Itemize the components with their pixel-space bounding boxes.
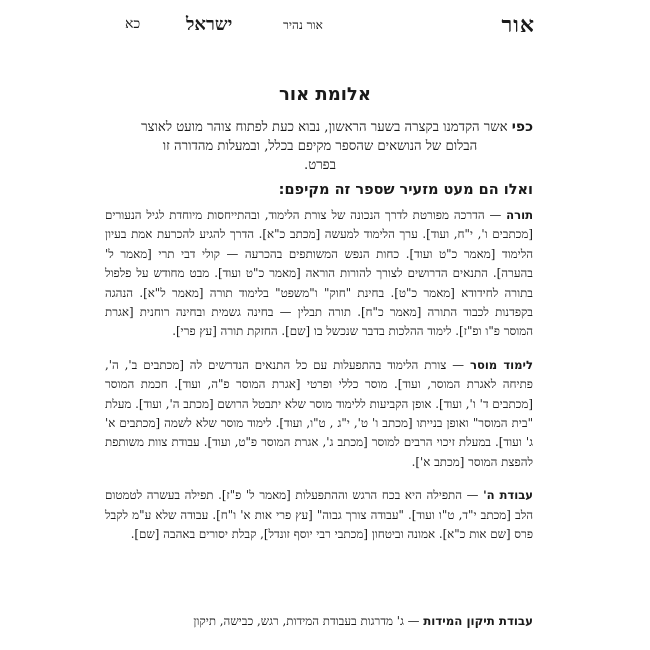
paragraph-term: עבודת תיקון המידות [423, 614, 533, 628]
paragraph-term: תורה [506, 208, 533, 222]
paragraph-text: — ג' מדרגות בעבודת המידות, רגש, כבישה, תיקון [193, 614, 424, 628]
header-book-title: אור נהיר [283, 18, 323, 32]
paragraph-torah [105, 206, 533, 342]
page-number: כא [125, 16, 141, 32]
intro-line-2: הבלום של הנושאים שהספר מקיפם בכלל, ובמעלות מהדורה זו בפרט. [162, 139, 478, 173]
paragraph-term: עבודת ה' [483, 488, 534, 503]
body-text [105, 206, 533, 559]
paragraph-text: — התפילה היא בכח הרגש וההתפעלות [מאמר ל' פ"ז]. תפילה בעשרה לטמטום הלב [מכתב י"ד, ט"ו ועוד]. "עבודה צורך גבוה" [עץ פרי אות א' ו"ח]. עבודה שלא ע"מ לקבל פרס [שם אות כ"א]. אמונה וביטחון [מכתבי רבי יוסף זונדל], קבלת יסורים באהבה [שם]. [105, 488, 533, 542]
header-word-or: אור [501, 12, 535, 38]
paragraph-text: — צורת הלימוד בהתפעלות עם כל התנאים הנדרשים לה [מכתבים ב', ה', פתיחה לאגרת המוסר, ועוד]. מוסר כללי ופרטי [אגרת המוסר פ"ה, ועוד]. חכמת המוסר [מכתבים ד' ו', ועוד]. אופן הקביעות ללימוד מוסר שלא יתבטל הרושם [מכתב ה', ועוד]. מעלת "בית המוסר" ואופן בנייתו [מכתב ו' ט', י"ג , ט"ו, ועוד]. לימוד מוסר שלא לשמה [מכתבים א' ג' ועוד]. במעלת זיכוי הרבים למוסר [מכתב ג', אגרת המוסר פ"ט, ועוד]. עבודת צוות משותפת להפצת המוסר [מכתב א']. [105, 357, 533, 469]
intro-line-1 [105, 118, 533, 137]
paragraph-text: — הדרכה מפורטת לדרך הנכונה של צורת הלימוד, ובהתייחסות מיוחדת לגיל הנעורים [מכתבים ו', י"ח, ועוד]. ערך הלימוד למעשה [מכתב כ"א]. הדרך להגיע להכרעת אמת בעיון הלימוד [מאמר כ"ט ועוד]. כחות הנפש המשותפים בהכרעה — קולי דבי תרי [מאמר ל' בהערה]. התנאים הדרושים לצורך להורות הוראה [מאמר כ"ט ועוד]. מבט מחודש על פלפול בתורה לחידודא [מאמר כ"ט]. בחינת "חוק" ו"משפט" בלימוד תורה [מאמר ל"א]. הנהגה בקפדנות לכבוד התורה [מאמר כ"ח]. תורה תבלין — בחינה גשמית ובחינה רוחנית [אגרת המוסר פ"ו ופ"ז]. לימוד ההלכות בדבר שנכשל בו [שם]. החזקת תורה [עץ פרי]. [105, 208, 533, 339]
section-heading: ואלו הם מעט מזעיר שספר זה מקיפם: [278, 182, 533, 198]
paragraph-middot [105, 612, 533, 631]
intro-text-1: אשר הקדמנו בקצרה בשער הראשון, נבוא כעת לפתוח צוהר מועט לאוצר [141, 120, 508, 135]
paragraph-term: לימוד מוסר [469, 357, 533, 372]
running-header [0, 12, 650, 42]
intro-lead-word: כפי [511, 119, 533, 135]
chapter-title: אלומת אור [279, 84, 371, 105]
paragraph-avodat-hashem [105, 486, 533, 544]
paragraph-mussar [105, 356, 533, 472]
header-word-yisrael: ישראל [186, 14, 233, 35]
